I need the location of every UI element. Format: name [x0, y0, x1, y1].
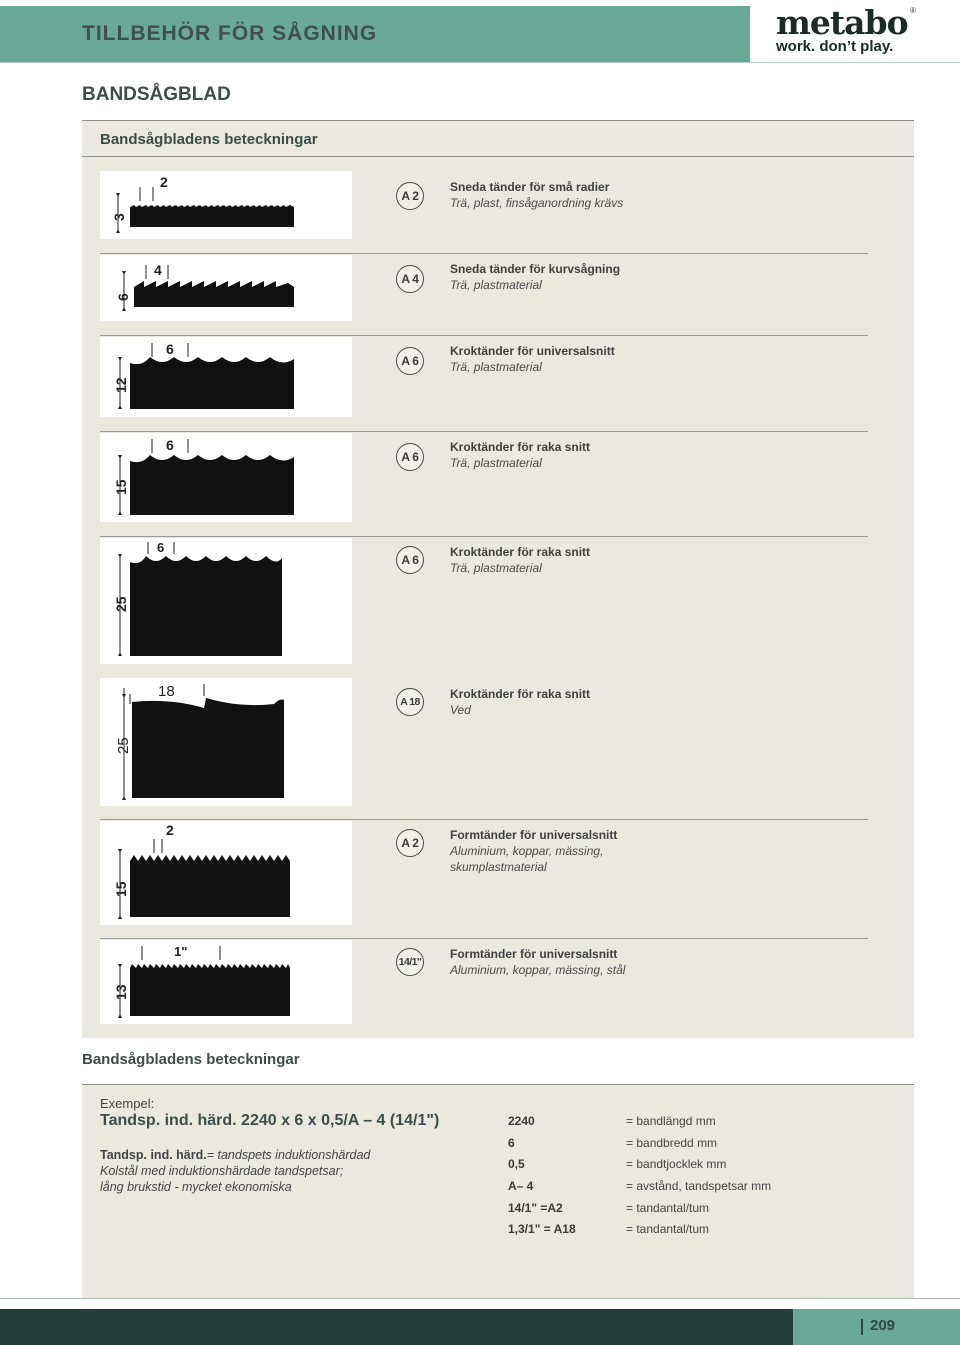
blade-row — [100, 536, 868, 678]
divider — [100, 431, 868, 432]
note-definition: = tandspets induktionshärdad — [206, 1148, 371, 1162]
blade-row — [100, 253, 868, 335]
divider — [82, 156, 914, 157]
page-number — [860, 1317, 895, 1334]
panel-heading: Bandsågbladens beteckningar — [100, 131, 318, 148]
blade-profile-image — [100, 255, 352, 321]
blade-designation-panel — [82, 120, 914, 1038]
legend-row — [508, 1219, 908, 1241]
legend-value: = avstånd, tandspetsar mm — [626, 1179, 772, 1194]
blade-profile-image — [100, 940, 352, 1024]
blade-description — [450, 439, 870, 471]
blade-code-badge: 14/1" — [396, 948, 424, 976]
height-label: 15 — [113, 881, 129, 897]
blade-material: Trä, plast, finsåganordning krävs — [450, 196, 624, 210]
blade-title: Kroktänder för universalsnitt — [450, 344, 615, 358]
blade-description — [450, 686, 870, 718]
example-code: Tandsp. ind. härd. 2240 x 6 x 0,5/A – 4 (14/1") — [100, 1112, 440, 1129]
blade-profile-image — [100, 433, 352, 522]
blade-title: Sneda tänder för kurvsågning — [450, 262, 621, 276]
height-label: 12 — [113, 377, 129, 393]
example-label: Exempel: — [100, 1096, 155, 1111]
legend-key: A– 4 — [508, 1179, 534, 1194]
designation-legend — [508, 1111, 908, 1241]
blade-description — [450, 179, 870, 211]
divider — [100, 335, 868, 336]
blade-material: Trä, plastmaterial — [450, 561, 542, 575]
blade-description — [450, 343, 870, 375]
page-title: TILLBEHÖR FÖR SÅGNING — [82, 22, 378, 45]
blade-material: Trä, plastmaterial — [450, 278, 542, 292]
legend-value: = bandbredd mm — [626, 1135, 718, 1150]
blade-description — [450, 827, 870, 875]
blade-title: Kroktänder för raka snitt — [450, 545, 591, 559]
blade-profile-image — [100, 821, 352, 925]
legend-key: 14/1" =A2 — [508, 1200, 563, 1215]
legend-value: = tandantal/tum — [626, 1200, 710, 1215]
section-title: BANDSÅGBLAD — [82, 84, 231, 105]
logo-tagline: work. don’t play. — [776, 38, 894, 55]
example-note — [100, 1147, 400, 1195]
blade-profile-image — [100, 538, 352, 664]
blade-row — [100, 431, 868, 536]
blade-row — [100, 678, 868, 819]
blade-profile-image — [100, 678, 352, 806]
legend-row — [508, 1133, 908, 1155]
blade-material: Ved — [450, 703, 471, 717]
blade-row — [100, 335, 868, 431]
legend-row — [508, 1176, 908, 1198]
blade-description — [450, 544, 870, 576]
blade-material: Trä, plastmaterial — [450, 456, 542, 470]
height-label: 25 — [115, 737, 132, 754]
blade-material-cont: skumplastmaterial — [450, 860, 547, 874]
metabo-logo — [776, 3, 926, 62]
blade-profile-image — [100, 171, 352, 239]
blade-code-badge: A 2 — [396, 182, 424, 210]
legend-row — [508, 1154, 908, 1176]
legend-row — [508, 1198, 908, 1220]
blade-code-badge: A 6 — [396, 546, 424, 574]
pitch-label: 6 — [157, 540, 165, 555]
height-label: 25 — [113, 596, 129, 612]
legend-row — [508, 1111, 908, 1133]
legend-value: = bandlängd mm — [626, 1114, 716, 1128]
blade-material: Aluminium, koppar, mässing, — [450, 844, 604, 858]
blade-title: Kroktänder för raka snitt — [450, 440, 591, 454]
pitch-label: 18 — [158, 683, 175, 700]
blade-material: Trä, plastmaterial — [450, 360, 542, 374]
logo-brand: metabo — [776, 3, 908, 42]
pitch-label: 4 — [154, 262, 162, 278]
divider — [100, 253, 868, 254]
pitch-label: 6 — [166, 341, 174, 357]
blade-title: Formtänder för universalsnitt — [450, 947, 618, 961]
blade-title: Sneda tänder för små radier — [450, 180, 610, 194]
registered-icon: ® — [910, 6, 916, 15]
blade-profile-image — [100, 337, 352, 417]
pitch-label: 1" — [174, 944, 188, 959]
blade-title: Formtänder för universalsnitt — [450, 828, 618, 842]
height-label: 3 — [111, 213, 127, 221]
designation-panel — [82, 1084, 914, 1299]
height-label: 13 — [113, 984, 129, 1000]
blade-description — [450, 261, 870, 293]
blade-code-badge: A 2 — [396, 829, 424, 857]
legend-value: = bandtjocklek mm — [626, 1157, 727, 1172]
legend-key: 0,5 — [508, 1157, 525, 1172]
note-line: Kolstål med induktionshärdade tandspetsar; — [100, 1164, 344, 1178]
legend-key: 6 — [508, 1135, 515, 1150]
footer-divider — [0, 1298, 960, 1299]
blade-material: Aluminium, koppar, mässing, stål — [450, 963, 626, 977]
pitch-label: 2 — [160, 174, 168, 190]
blade-code-badge: A 18 — [396, 688, 424, 716]
designation-heading: Bandsågbladens beteckningar — [82, 1051, 300, 1068]
legend-value: = tandantal/tum — [626, 1222, 710, 1237]
legend-key: 2240 — [508, 1114, 535, 1128]
pitch-label: 2 — [166, 822, 174, 838]
divider — [100, 938, 868, 939]
legend-key: 1,3/1" = A18 — [508, 1222, 576, 1237]
header-divider — [0, 62, 960, 63]
blade-description — [450, 946, 870, 978]
blade-row — [100, 171, 868, 241]
blade-row — [100, 938, 868, 1028]
divider — [100, 536, 868, 537]
blade-row — [100, 819, 868, 937]
note-line: lång brukstid - mycket ekonomiska — [100, 1180, 292, 1194]
blade-code-badge: A 6 — [396, 347, 424, 375]
height-label: 15 — [113, 479, 129, 495]
footer-band — [0, 1309, 793, 1345]
pitch-label: 6 — [166, 437, 174, 453]
blade-code-badge: A 4 — [396, 265, 424, 293]
blade-code-badge: A 6 — [396, 443, 424, 471]
height-label: 6 — [115, 293, 131, 301]
divider — [100, 819, 868, 820]
note-term: Tandsp. ind. härd. — [100, 1148, 207, 1162]
page-number-value: 209 — [870, 1317, 896, 1334]
blade-title: Kroktänder för raka snitt — [450, 687, 591, 701]
